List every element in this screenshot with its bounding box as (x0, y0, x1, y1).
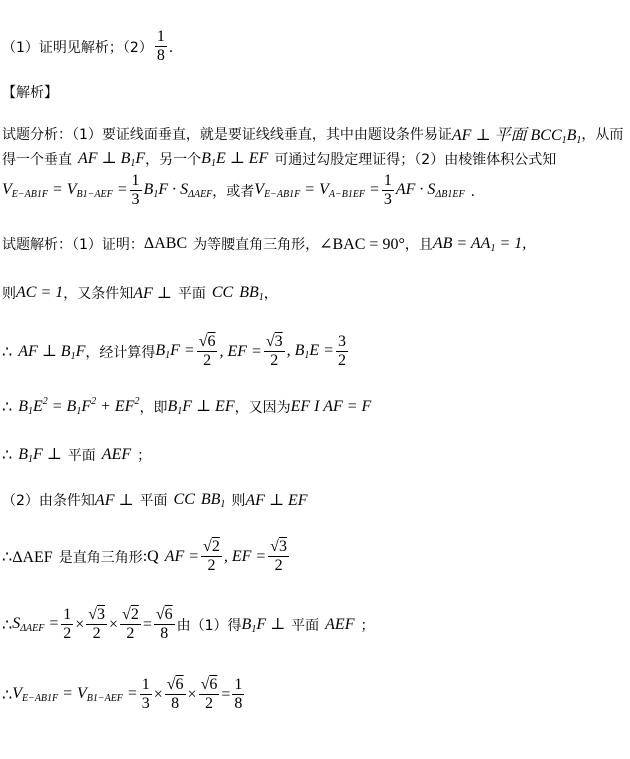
answer-end: ． (168, 39, 183, 56)
solution-text: （2）由条件知 (2, 493, 95, 509)
analysis-line-1 (2, 122, 623, 146)
answer-fraction: $\frac{1}{8}$ (156, 28, 165, 64)
solution-text: 为等腰直角三角形， (193, 237, 320, 253)
therefore-symbol: ∴ (2, 686, 13, 704)
solution-line-8: ∴ SΔAEF = $\frac{1}{2}$ × $\frac{√3}{2}$ × $\frac{√2}{2}$ = $\frac{√6}{8}$ 由（1）得 B1F ⊥ 平面 AEF ； (2, 606, 375, 642)
solution-text: 试题解析：（1）证明： (2, 237, 144, 253)
analysis-text: ． (470, 183, 485, 200)
math-expr: AF ⊥ B1F (78, 150, 146, 169)
fraction: $\frac{1}{3}$ (131, 172, 140, 208)
analysis-text: ，从而 (581, 127, 624, 143)
therefore-symbol: ∴ (2, 446, 13, 464)
fraction: $\frac{√6}{2}$ (198, 333, 216, 369)
fraction: $\frac{√3}{2}$ (270, 538, 287, 574)
solution-line-6: （2）由条件知 AF ⊥ 平面 CC BB1 则 AF ⊥ EF (2, 490, 308, 510)
analysis-text: 得一个垂直 (2, 151, 72, 168)
fraction: $\frac{1}{8}$ (234, 676, 243, 712)
therefore-symbol: ∴ (2, 343, 13, 361)
fraction: $\frac{√6}{8}$ (155, 606, 173, 642)
volume-formula-1: VE−AB1F = VB1−AEF = (2, 181, 128, 200)
answer-line (2, 28, 183, 65)
fraction: $\frac{√2}{2}$ (203, 538, 220, 574)
solution-text: 则 (2, 286, 16, 302)
fraction: $\frac{1}{3}$ (141, 676, 150, 712)
fraction: $\frac{√6}{8}$ (166, 676, 184, 712)
analysis-line-3: VE−AB1F = VB1−AEF = $\frac{1}{3}$ B1F · SΔAEF ，或者 VE−AB1F = VA−B1EF = $\frac{1}{3}$ AF · SΔB1EF ． (2, 172, 485, 208)
solution-line-5: ∴ B1F ⊥ 平面 AEF ； (2, 445, 152, 465)
fraction: $\frac{1}{3}$ (383, 172, 392, 208)
analysis-text: ，另一个 (145, 151, 202, 168)
fraction: $\frac{√3}{2}$ (265, 333, 283, 369)
fraction: $\frac{√3}{2}$ (88, 606, 105, 642)
solution-text: ，又条件知 (63, 286, 134, 302)
volume-formula-2: VE−AB1F = VA−B1EF = (254, 181, 380, 200)
solution-text: ，且 (404, 237, 433, 253)
therefore-symbol: ∴ (2, 616, 13, 634)
analysis-text: 可通过勾股定理证得；（2）由棱锥体积公式知 (274, 151, 557, 168)
solution-line-9: ∴ VE−AB1F = VB1−AEF = $\frac{1}{3}$ × $\frac{√6}{8}$ × $\frac{√6}{2}$ = $\frac{1}{8}$ (2, 676, 243, 712)
solution-line-7: ∴ΔAEF 是直角三角形 :Q AF = $\frac{√2}{2}$ , EF = $\frac{√3}{2}$ (2, 538, 287, 574)
fraction: $\frac{√6}{2}$ (200, 676, 218, 712)
math-expr: B1E ⊥ EF (201, 150, 269, 169)
heading-text: 【解析】 (2, 85, 58, 101)
analysis-line-2 (2, 148, 556, 169)
section-heading (2, 82, 58, 102)
math-expr: AF ⊥ 平面 BCC1B1 (451, 127, 582, 146)
analysis-text: 试题分析：（1）要证线面垂直，就是要证线线垂直，其中由题设条件易证 (2, 127, 452, 143)
therefore-symbol: ∴ (2, 398, 13, 416)
fraction: $\frac{√2}{2}$ (122, 606, 139, 642)
analysis-text: ，或者 (212, 183, 255, 200)
solution-line-4: ∴ $B1E^2 = B1F^2 + EF^2$ ，即 B1F ⊥ EF ，又因为 EF I AF = F (2, 396, 372, 417)
fraction: $\frac{3}{2}$ (337, 333, 346, 369)
solution-line-3: ∴ AF ⊥ B1F ，经计算得 B1F = $\frac{√6}{2}$ , EF = $\frac{√3}{2}$ , B1E = $\frac{3}{2}$ (2, 333, 346, 369)
solution-line-1: 试题解析：（1）证明： ΔABC 为等腰直角三角形， ∠BAC = 90° ，且 AB = AA1 = 1, (2, 234, 527, 254)
answer-text: （1）证明见解析；（2） (2, 39, 153, 56)
solution-line-2: 则 AC = 1 ，又条件知 AF ⊥ 平面 CC BB1 ， (2, 283, 278, 303)
fraction: $\frac{1}{2}$ (63, 606, 72, 642)
